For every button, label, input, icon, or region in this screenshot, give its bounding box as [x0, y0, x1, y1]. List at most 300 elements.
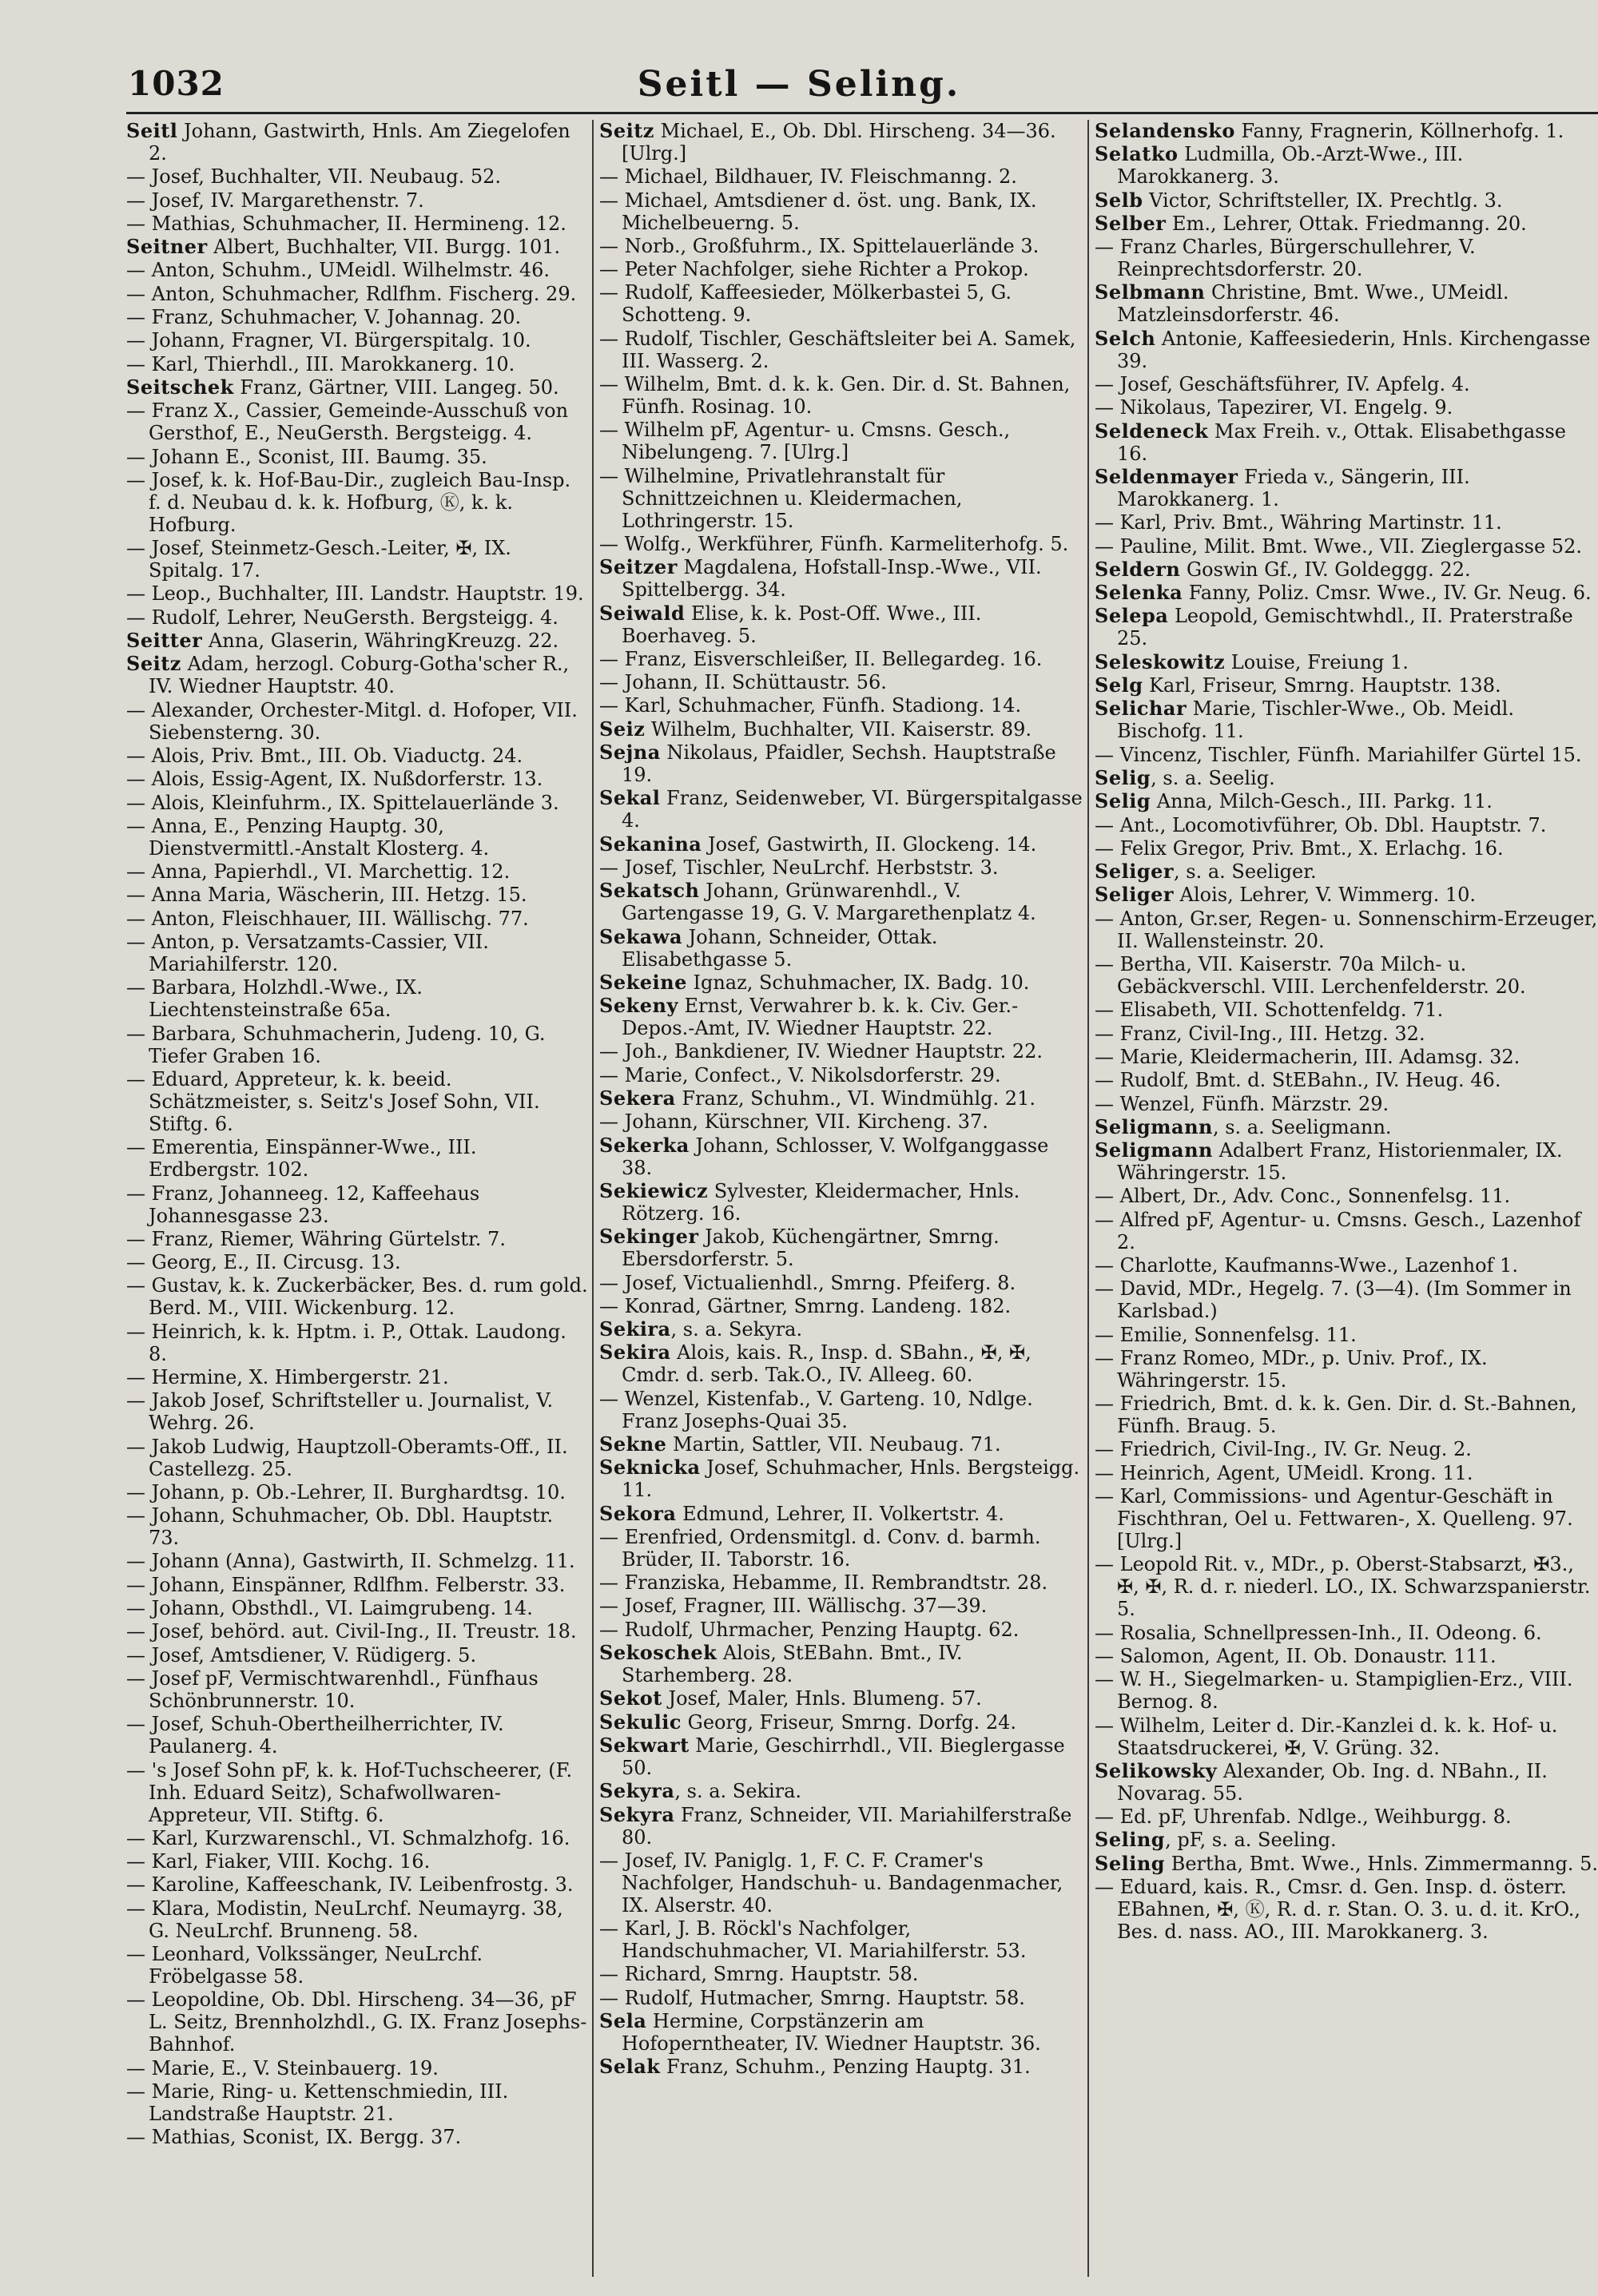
entry-text: — Klara, Modistin, NeuLrchf. Neumayrg. 38, G. NeuLrchf. Brunneng. 58. [126, 1897, 563, 1942]
entry-text: — Anna, E., Penzing Hauptg. 30, Dienstvermittl.-Anstalt Klosterg. 4. [126, 814, 490, 860]
directory-entry [599, 1134, 1083, 1179]
directory-entry [599, 1388, 1083, 1432]
directory-entry [1095, 582, 1598, 604]
directory-entry [1095, 373, 1598, 395]
directory-entry [126, 2126, 588, 2148]
directory-entry [126, 1988, 588, 2056]
directory-entry [1095, 790, 1598, 812]
entry-text: Edmund, Lehrer, II. Volkertstr. 4. [676, 1502, 1004, 1525]
directory-entry [1095, 1462, 1598, 1484]
directory-entry [1095, 143, 1598, 188]
directory-entry [1095, 558, 1598, 581]
entry-text: — Marie, Kleidermacherin, III. Adamsg. 32. [1095, 1045, 1520, 1068]
entry-text: Johann, Gastwirth, Hnls. Am Ziegelofen 2. [149, 120, 570, 165]
entry-surname: Selig [1095, 765, 1151, 789]
entry-text: — Rudolf, Bmt. d. StEBahn., IV. Heug. 46. [1095, 1069, 1501, 1092]
entry-text: — Johann E., Sconist, III. Baumg. 35. [126, 445, 487, 468]
entry-text: — Franz, Schuhmacher, V. Johannag. 20. [126, 306, 522, 329]
entry-surname: Seligmann [1095, 1114, 1213, 1138]
entry-surname: Seldern [1095, 557, 1181, 581]
entry-text: Josef, Schuhmacher, Hnls. Bergsteigg. 11. [622, 1456, 1080, 1502]
entry-text: — Marie, Confect., V. Nikolsdorferstr. 29. [599, 1063, 1001, 1086]
entry-text: Hermine, Corpstänzerin am Hofoperntheater, IV. Wiedner Hauptstr. 36. [622, 2010, 1041, 2056]
entry-text: — Franz, Eisverschleißer, II. Bellegardeg. 16. [599, 647, 1043, 670]
entry-text: — Leonhard, Volkssänger, NeuLrchf. Fröbelgasse 58. [126, 1943, 483, 1988]
directory-entry [599, 328, 1083, 372]
directory-entry [1095, 651, 1598, 673]
directory-entry [1095, 1714, 1598, 1759]
entry-text: , s. a. Seeliger. [1174, 860, 1317, 884]
directory-entry [599, 373, 1083, 418]
entry-surname: Seiwald [599, 601, 686, 625]
entry-text: — Rudolf, Uhrmacher, Penzing Hauptg. 62. [599, 1618, 1020, 1641]
entry-text: — Leopoldine, Ob. Dbl. Hirscheng. 34—36, pF L. Seitz, Brennholzhdl., G. IX. Franz Josephs-Bahnhof. [126, 1988, 587, 2056]
directory-entry [126, 1182, 588, 1227]
entry-text: — Eduard, Appreteur, k. k. beeid. Schätzmeister, s. Seitz's Josef Sohn, VII. Stiftg. 6. [126, 1067, 540, 1135]
entry-text: — Anton, Fleischhauer, III. Wällischg. 77. [126, 907, 529, 930]
directory-entry [1095, 328, 1598, 372]
entry-text: Wilhelm, Buchhalter, VII. Kaiserstr. 89. [645, 717, 1032, 741]
directory-entry [126, 120, 588, 165]
directory-entry [599, 1619, 1083, 1641]
directory-entry [126, 1827, 588, 1849]
entry-text: — Alexander, Orchester-Mitgl. d. Hofoper, VII. Siebensterng. 30. [126, 698, 578, 744]
entry-text: — Norb., Großfuhrm., IX. Spittelauerlände 3. [599, 234, 1039, 257]
directory-entry [1095, 420, 1598, 465]
entry-text: Magdalena, Hofstall-Insp.-Wwe., VII. Spittelbergg. 34. [622, 556, 1042, 602]
directory-entry [1095, 535, 1598, 558]
entry-text: — Johann (Anna), Gastwirth, II. Schmelzg. 11. [126, 1550, 575, 1573]
entry-text: — Friedrich, Civil-Ing., IV. Gr. Neug. 2. [1095, 1438, 1472, 1461]
entry-text: — Peter Nachfolger, siehe Richter a Prokop. [599, 258, 1029, 281]
directory-entry [126, 1274, 588, 1319]
entry-surname: Selak [599, 2055, 661, 2079]
directory-entry [1095, 281, 1598, 326]
directory-entry [126, 283, 588, 305]
directory-entry [126, 1504, 588, 1549]
entry-text: — Alfred pF, Agentur- u. Cmsns. Gesch., Lazenhof 2. [1095, 1208, 1581, 1253]
entry-text: — Pauline, Milit. Bmt. Wwe., VII. Zieglergasse 52. [1095, 534, 1582, 558]
directory-entry [1095, 1185, 1598, 1207]
entry-text: — Friedrich, Bmt. d. k. k. Gen. Dir. d. St.-Bahnen, Fünfh. Braug. 5. [1095, 1392, 1577, 1438]
directory-entry [599, 1225, 1083, 1270]
entry-text: Adam, herzogl. Coburg-Gotha'scher R., IV. Wiedner Hauptstr. 40. [149, 653, 570, 698]
directory-entry [126, 213, 588, 235]
entry-text: Josef, Maler, Hnls. Blumeng. 57. [662, 1687, 982, 1710]
directory-entry [1095, 1093, 1598, 1115]
entry-text: Christine, Bmt. Wwe., UMeidl. Matzleinsdorferstr. 46. [1117, 281, 1509, 327]
directory-entry [599, 1849, 1083, 1917]
directory-entry [1095, 1668, 1598, 1713]
directory-entry [126, 469, 588, 536]
directory-entry [599, 1595, 1083, 1617]
entry-text: — Karl, Schuhmacher, Fünfh. Stadiong. 14. [599, 694, 1022, 717]
directory-entry [1095, 1485, 1598, 1552]
directory-entry [126, 582, 588, 605]
entry-text: Franz, Schneider, VII. Mariahilferstraße 80. [622, 1803, 1072, 1849]
entry-text: — Josef, behörd. aut. Civil-Ing., II. Treustr. 18. [126, 1620, 577, 1643]
entry-text: Bertha, Bmt. Wwe., Hnls. Zimmermanng. 5. [1165, 1852, 1598, 1875]
entry-text: — Leop., Buchhalter, III. Landstr. Hauptstr. 19. [126, 582, 584, 606]
entry-text: Johann, Grünwarenhdl., V. Gartengasse 19, G. V. Margarethenplatz 4. [622, 880, 1036, 925]
entry-surname: Seling [1095, 1828, 1166, 1852]
entry-text: , pF, s. a. Seeling. [1165, 1829, 1337, 1852]
entry-surname: Sekne [599, 1432, 667, 1456]
directory-entry [1095, 1277, 1598, 1322]
entry-text: — Richard, Smrng. Hauptstr. 58. [599, 1963, 919, 1986]
entry-text: — Hermine, X. Himbergerstr. 21. [126, 1365, 449, 1388]
entry-surname: Seknicka [599, 1456, 701, 1480]
entry-text: — Josef, Amtsdiener, V. Rüdigerg. 5. [126, 1643, 477, 1666]
entry-text: Michael, E., Ob. Dbl. Hirscheng. 34—36. [Ulrg.] [622, 120, 1056, 165]
entry-text: — Franz Romeo, MDr., p. Univ. Prof., IX. Währingerstr. 15. [1095, 1346, 1488, 1392]
directory-entry [126, 1713, 588, 1758]
directory-entry [126, 1943, 588, 1988]
directory-entry [599, 1734, 1083, 1779]
entry-text: — Georg, E., II. Circusg. 13. [126, 1251, 401, 1274]
entry-text: — Wenzel, Kistenfab., V. Garteng. 10, Ndlge. Franz Josephs-Quai 35. [599, 1387, 1033, 1432]
entry-text: Anna, Milch-Gesch., III. Parkg. 11. [1151, 790, 1493, 813]
entry-text: — Anton, p. Versatzamts-Cassier, VII. Mariahilferstr. 120. [126, 931, 489, 976]
directory-entry [599, 1963, 1083, 1985]
directory-entry [599, 1987, 1083, 2009]
entry-text: — Josef pF, Vermischtwarenhdl., Fünfhaus Schönbrunnerstr. 10. [126, 1666, 539, 1712]
entry-surname: Selbmann [1095, 280, 1206, 304]
directory-entry [599, 833, 1083, 856]
entry-text: — Johann, Schuhmacher, Ob. Dbl. Hauptstr. 73. [126, 1504, 554, 1550]
directory-entry [599, 856, 1083, 879]
directory-entry [1095, 466, 1598, 510]
directory-entry [599, 1917, 1083, 1962]
entry-text: Franz, Schuhm., VI. Windmühlg. 21. [675, 1087, 1036, 1110]
directory-entry [1095, 767, 1598, 789]
entry-text: — Albert, Dr., Adv. Conc., Sonnenfelsg. 11. [1095, 1185, 1511, 1208]
entry-text: — Emerentia, Einspänner-Wwe., III. Erdbergstr. 102. [126, 1136, 477, 1182]
directory-entry [126, 537, 588, 582]
directory-entry [1095, 236, 1598, 280]
columns [126, 120, 1598, 2277]
entry-text: Alois, kais. R., Insp. d. SBahn., ✠, ✠, Cmdr. d. serb. Tak.O., IV. Alleeg. 60. [622, 1341, 1032, 1387]
entry-text: — Vincenz, Tischler, Fünfh. Mariahilfer Gürtel 15. [1095, 743, 1582, 766]
entry-text: — Franz, Civil-Ing., III. Hetzg. 32. [1095, 1022, 1425, 1045]
entry-text: — Josef, Schuh-Obertheilherrichter, IV. Paulanerg. 4. [126, 1713, 504, 1758]
entry-text: — Alois, Essig-Agent, IX. Nußdorferstr. 13. [126, 768, 543, 791]
entry-surname: Sekora [599, 1501, 677, 1525]
entry-text: Jakob, Küchengärtner, Smrng. Ebersdorferstr. 5. [622, 1225, 1000, 1271]
directory-entry [599, 741, 1083, 786]
entry-text: — Josef, k. k. Hof-Bau-Dir., zugleich Bau-Insp. f. d. Neubau d. k. k. Hofburg, Ⓚ, k. k. Hofburg. [126, 468, 571, 536]
entry-surname: Sekera [599, 1086, 676, 1110]
entry-surname: Seldenmayer [1095, 464, 1238, 488]
entry-surname: Selch [1095, 326, 1156, 350]
directory-entry [599, 120, 1083, 165]
entry-text: , s. a. Sekyra. [670, 1318, 803, 1341]
directory-entry [126, 606, 588, 629]
directory-entry [1095, 1209, 1598, 1253]
directory-entry [599, 648, 1083, 670]
directory-entry [1095, 1876, 1598, 1943]
entry-text: — Franz, Johanneeg. 12, Kaffeehaus Johannesgasse 23. [126, 1182, 480, 1227]
directory-entry [126, 884, 588, 906]
entry-text: — Johann, Obsthdl., VI. Laimgrubeng. 14. [126, 1597, 533, 1620]
directory-entry [126, 165, 588, 188]
column-1 [126, 120, 588, 2277]
entry-text: — Konrad, Gärtner, Smrng. Landeng. 182. [599, 1294, 1012, 1317]
directory-entry [1095, 837, 1598, 860]
directory-entry [599, 880, 1083, 924]
entry-text: — Johann, Einspänner, Rdlfhm. Felberstr. 33. [126, 1573, 566, 1596]
directory-entry [599, 694, 1083, 717]
entry-text: — Johann, Kürschner, VII. Kircheng. 37. [599, 1110, 988, 1134]
directory-entry [126, 1897, 588, 1942]
entry-surname: Selepa [1095, 604, 1169, 628]
directory-entry [599, 1711, 1083, 1734]
entry-surname: Seleskowitz [1095, 649, 1226, 673]
entry-text: — Franz Charles, Bürgerschullehrer, V. Reinprechtsdorferstr. 20. [1095, 236, 1476, 281]
entry-text: — Nikolaus, Tapezirer, VI. Engelg. 9. [1095, 396, 1453, 419]
directory-entry [126, 1759, 588, 1826]
directory-entry [126, 1667, 588, 1712]
directory-entry [1095, 396, 1598, 419]
directory-entry [1095, 1622, 1598, 1644]
directory-entry [1095, 1805, 1598, 1828]
directory-entry [599, 419, 1083, 463]
directory-entry [126, 908, 588, 930]
entry-surname: Seling [1095, 1851, 1166, 1875]
directory-entry [126, 306, 588, 328]
directory-entry [126, 236, 588, 258]
entry-text: — Rudolf, Hutmacher, Smrng. Hauptstr. 58. [599, 1986, 1025, 2009]
directory-entry [599, 189, 1083, 234]
directory-entry [599, 165, 1083, 188]
directory-entry [1095, 213, 1598, 235]
entry-text: — Franz X., Cassier, Gemeinde-Ausschuß von Gersthof, E., NeuGersth. Bergsteigg. 4. [126, 399, 569, 445]
entry-text: — Bertha, VII. Kaiserstr. 70a Milch- u. Gebäckverschl. VIII. Lerchenfelderstr. 20. [1095, 953, 1526, 999]
entry-text: Fanny, Poliz. Cmsr. Wwe., IV. Gr. Neug. 6. [1183, 582, 1592, 605]
directory-entry [599, 533, 1083, 555]
entry-surname: Sekyra [599, 1779, 675, 1803]
entry-surname: Sekyra [599, 1802, 675, 1826]
column-divider [592, 120, 594, 2277]
directory-entry [1095, 1324, 1598, 1346]
directory-entry [599, 1780, 1083, 1802]
directory-entry [126, 376, 588, 399]
entry-surname: Sekira [599, 1341, 671, 1364]
entry-text: — Barbara, Holzhdl.-Wwe., IX. Liechtensteinstraße 65a. [126, 976, 423, 1022]
entry-surname: Seitner [126, 235, 208, 259]
directory-entry [126, 1550, 588, 1572]
directory-entry [1095, 189, 1598, 212]
directory-entry [1095, 1392, 1598, 1437]
entry-text: — Eduard, kais. R., Cmsr. d. Gen. Insp. d. österr. EBahnen, ✠, Ⓚ, R. d. r. Stan. O. 3. u. d. it. KrO., Bes. d. nass. AO., III. Marokkanerg. 3. [1095, 1876, 1580, 1944]
entry-text: Franz, Seidenweber, VI. Bürgerspitalgasse 4. [622, 787, 1083, 832]
directory-entry [599, 1341, 1083, 1386]
directory-entry [1095, 884, 1598, 906]
entry-text: Alois, StEBahn. Bmt., IV. Starhemberg. 28. [622, 1642, 963, 1687]
entry-surname: Seliger [1095, 860, 1175, 884]
directory-entry [599, 1295, 1083, 1317]
entry-text: — Johann, p. Ob.-Lehrer, II. Burghardtsg. 10. [126, 1480, 566, 1504]
directory-entry [126, 931, 588, 975]
entry-surname: Sekatsch [599, 879, 700, 903]
directory-entry [599, 1526, 1083, 1571]
directory-entry [126, 1023, 588, 1067]
directory-entry [1095, 1254, 1598, 1277]
directory-entry [1095, 1553, 1598, 1620]
entry-text: — Karoline, Kaffeeschank, IV. Leibenfrostg. 3. [126, 1873, 574, 1897]
directory-entry [1095, 1645, 1598, 1667]
directory-entry [1095, 511, 1598, 534]
entry-surname: Selichar [1095, 697, 1187, 721]
directory-entry [126, 1136, 588, 1181]
entry-text: — Rudolf, Kaffeesieder, Mölkerbastei 5, G. Schotteng. 9. [599, 281, 1012, 327]
entry-text: — Wilhelm pF, Agentur- u. Cmsns. Gesch., Nibelungeng. 7. [Ulrg.] [599, 419, 1011, 464]
directory-entry [126, 1068, 588, 1135]
entry-text: Antonie, Kaffeesiederin, Hnls. Kirchengasse 39. [1117, 327, 1591, 372]
entry-text: Albert, Buchhalter, VII. Burgg. 101. [207, 236, 561, 259]
directory-entry [1095, 1069, 1598, 1091]
directory-entry [126, 699, 588, 744]
entry-surname: Seitschek [126, 375, 234, 399]
entry-text: — Karl, Priv. Bmt., Währing Martinstr. 11. [1095, 511, 1502, 534]
entry-surname: Seitzer [599, 555, 678, 579]
entry-surname: Selikowsky [1095, 1758, 1218, 1782]
entry-surname: Sejna [599, 741, 661, 765]
entry-surname: Sekira [599, 1317, 671, 1341]
entry-text: — Josef, Tischler, NeuLrchf. Herbststr. 3. [599, 856, 999, 879]
entry-surname: Selg [1095, 673, 1143, 697]
entry-surname: Seligmann [1095, 1138, 1213, 1162]
entry-surname: Sekal [599, 786, 661, 810]
entry-text: Ignaz, Schuhmacher, IX. Badg. 10. [686, 971, 1030, 994]
entry-text: Fanny, Fragnerin, Köllnerhofg. 1. [1234, 120, 1564, 142]
entry-text: — Karl, Kurzwarenschl., VI. Schmalzhofg. 16. [126, 1826, 570, 1849]
entry-text: — Felix Gregor, Priv. Bmt., X. Erlachg. 16. [1095, 836, 1504, 860]
entry-text: Alexander, Ob. Ing. d. NBahn., II. Novarag. 55. [1117, 1759, 1548, 1805]
directory-entry [1095, 814, 1598, 836]
entry-text: Marie, Tischler-Wwe., Ob. Meidl. Bischofg. 11. [1117, 697, 1514, 743]
directory-entry [126, 446, 588, 468]
running-title: Seitl — Seling. [637, 64, 961, 105]
directory-entry [599, 995, 1083, 1039]
directory-entry [599, 1642, 1083, 1686]
entry-surname: Sekawa [599, 924, 682, 948]
directory-entry [599, 1087, 1083, 1110]
entry-text: — Franz, Riemer, Währing Gürtelstr. 7. [126, 1227, 506, 1250]
directory-entry [1095, 1760, 1598, 1805]
column-divider [1087, 120, 1089, 2277]
entry-text: Nikolaus, Pfaidler, Sechsh. Hauptstraße 19. [622, 741, 1056, 787]
directory-entry [126, 2080, 588, 2125]
entry-text: — W. H., Siegelmarken- u. Stampiglien-Erz., VIII. Bernog. 8. [1095, 1668, 1573, 1714]
directory-entry [1095, 999, 1598, 1021]
entry-text: — Wilhelmine, Privatlehranstalt für Schnittzeichnen u. Kleidermachen, Lothringerstr. 15. [599, 464, 963, 532]
entry-text: — Ant., Locomotivführer, Ob. Dbl. Hauptstr. 7. [1095, 813, 1547, 836]
entry-surname: Sekiewicz [599, 1178, 709, 1202]
entry-text: — Karl, Thierhdl., III. Marokkanerg. 10. [126, 352, 515, 375]
directory-entry [599, 1804, 1083, 1849]
entry-text: — Salomon, Agent, II. Ob. Donaustr. 111. [1095, 1644, 1497, 1667]
entry-text: , s. a. Sekira. [674, 1780, 802, 1803]
directory-entry [599, 1040, 1083, 1063]
entry-surname: Selatko [1095, 142, 1179, 166]
directory-entry [1095, 1347, 1598, 1392]
directory-entry [126, 1850, 588, 1873]
entry-text: , s. a. Seeligmann. [1212, 1115, 1392, 1138]
entry-surname: Sekwart [599, 1733, 690, 1757]
entry-text: — Josef, Geschäftsführer, IV. Apfelg. 4. [1095, 373, 1470, 396]
entry-text: — Anton, Gr.ser, Regen- u. Sonnenschirm-Erzeuger, II. Wallensteinstr. 20. [1095, 907, 1598, 952]
directory-entry [126, 329, 588, 352]
directory-entry [599, 602, 1083, 647]
entry-text: — Joh., Bankdiener, IV. Wiedner Hauptstr. 22. [599, 1040, 1043, 1063]
entry-text: — Mathias, Sconist, IX. Bergg. 37. [126, 2126, 462, 2149]
directory-entry [126, 630, 588, 652]
directory-entry [126, 792, 588, 814]
directory-entry [599, 1110, 1083, 1133]
directory-entry [599, 2010, 1083, 2055]
directory-entry [126, 2057, 588, 2080]
entry-text: — Erenfried, Ordensmitgl. d. Conv. d. barmh. Brüder, II. Taborstr. 16. [599, 1525, 1041, 1571]
page-number: 1032 [128, 64, 225, 103]
entry-text: Max Freih. v., Ottak. Elisabethgasse 16. [1117, 419, 1566, 465]
directory-entry [126, 1228, 588, 1250]
entry-text: — Gustav, k. k. Zuckerbäcker, Bes. d. rum gold. Berd. M., VIII. Wickenburg. 12. [126, 1274, 588, 1320]
directory-entry [599, 1064, 1083, 1086]
directory-entry [126, 189, 588, 212]
entry-text: Ernst, Verwahrer b. k. k. Civ. Ger.-Depos.-Amt, IV. Wiedner Hauptstr. 22. [622, 995, 1019, 1040]
entry-text: Victor, Schriftsteller, IX. Prechtlg. 3. [1143, 189, 1503, 212]
directory-entry [599, 718, 1083, 741]
directory-entry [599, 1571, 1083, 1594]
directory-entry [126, 1574, 588, 1596]
entry-text: — Michael, Amtsdiener d. öst. ung. Bank, IX. Michelbeuerng. 5. [599, 189, 1037, 234]
directory-entry [1095, 1116, 1598, 1138]
directory-entry [599, 1318, 1083, 1341]
entry-text: — David, MDr., Hegelg. 7. (3—4). (Im Sommer in Karlsbad.) [1095, 1277, 1572, 1323]
directory-entry [599, 465, 1083, 532]
entry-text: — Alois, Kleinfuhrm., IX. Spittelauerlände 3. [126, 791, 559, 814]
column-3 [1095, 120, 1598, 2277]
directory-entry [599, 1503, 1083, 1525]
directory-entry [126, 1873, 588, 1896]
entry-text: — Heinrich, Agent, UMeidl. Krong. 11. [1095, 1461, 1473, 1484]
directory-entry [126, 768, 588, 790]
directory-entry [126, 653, 588, 697]
entry-text: — Barbara, Schuhmacherin, Judeng. 10, G. Tiefer Graben 16. [126, 1022, 546, 1067]
entry-text: Marie, Geschirrhdl., VII. Bieglergasse 50. [622, 1734, 1065, 1779]
entry-text: — Rudolf, Lehrer, NeuGersth. Bergsteigg. 4. [126, 606, 559, 629]
directory-entry [126, 860, 588, 883]
entry-text: — Josef, IV. Margarethenstr. 7. [126, 189, 424, 212]
directory-entry [126, 1251, 588, 1273]
entry-text: — Mathias, Schuhmacher, II. Hermineng. 12. [126, 212, 566, 235]
entry-surname: Sekerka [599, 1133, 690, 1157]
entry-surname: Seitz [599, 120, 654, 142]
entry-text: — Franziska, Hebamme, II. Rembrandtstr. 28. [599, 1571, 1048, 1595]
column-2 [599, 120, 1083, 2277]
directory-entry [126, 1481, 588, 1504]
entry-surname: Sekinger [599, 1225, 699, 1249]
entry-text: — Rosalia, Schnellpressen-Inh., II. Odeong. 6. [1095, 1621, 1542, 1644]
directory-entry [126, 1644, 588, 1666]
entry-surname: Seitter [126, 629, 203, 653]
entry-text: Goswin Gf., IV. Goldeggg. 22. [1180, 558, 1471, 581]
entry-surname: Sekoschek [599, 1641, 718, 1665]
entry-surname: Selandensko [1095, 120, 1235, 142]
entry-text: — Karl, J. B. Röckl's Nachfolger, Handschuhmacher, VI. Mariahilferstr. 53. [599, 1917, 1027, 1963]
entry-surname: Seiz [599, 717, 646, 741]
